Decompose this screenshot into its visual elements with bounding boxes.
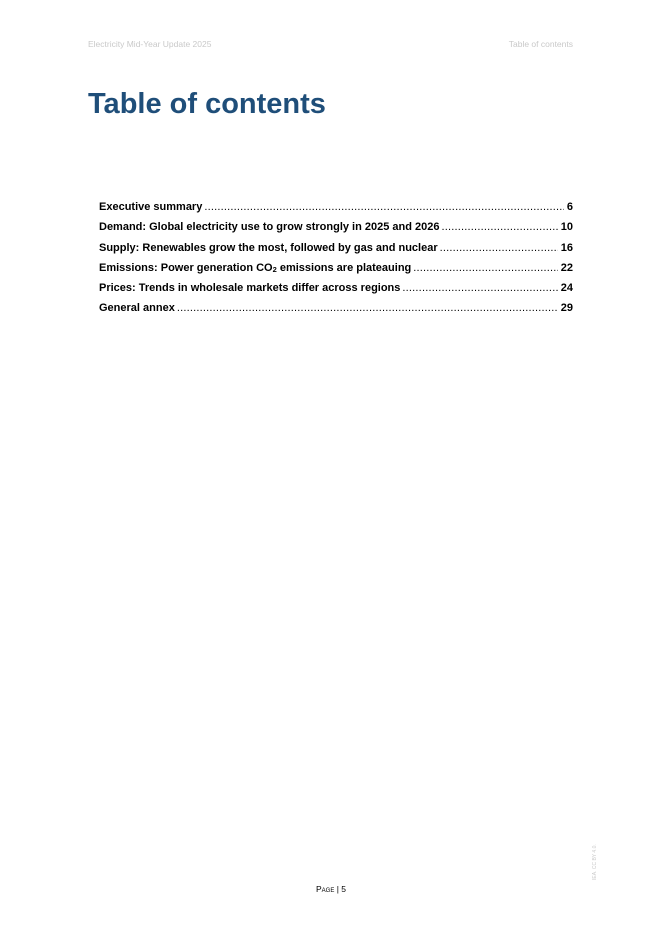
toc-entry-supply[interactable] — [99, 242, 573, 262]
running-header-document-title: Electricity Mid-Year Update 2025 — [88, 39, 212, 49]
toc-entry-page-number: 10 — [560, 221, 573, 234]
table-of-contents — [99, 201, 573, 323]
toc-entry-page-number: 22 — [560, 261, 573, 274]
toc-entry-title-part: emissions are plateauing — [276, 261, 412, 274]
toc-entry-page-number: 29 — [560, 302, 573, 315]
toc-dot-leader — [204, 201, 564, 213]
toc-entry-prices[interactable] — [99, 282, 573, 302]
footer-separator: | — [334, 884, 342, 894]
toc-dot-leader — [440, 242, 558, 254]
footer-page-word: Page — [315, 884, 335, 894]
toc-entry-title: Supply: Renewables grow the most, followed by gas and nuclear — [99, 241, 438, 254]
footer-page-number: 5 — [341, 884, 346, 894]
subscript-two: 2 — [272, 264, 277, 274]
toc-entry-page-number: 16 — [560, 241, 573, 254]
toc-entry-title: Prices: Trends in wholesale markets differ across regions — [99, 282, 401, 295]
toc-entry-page-number: 6 — [566, 201, 573, 213]
page-footer — [0, 884, 662, 894]
license-watermark: IEA. CC BY 4.0. — [592, 844, 598, 880]
toc-entry-demand[interactable] — [99, 221, 573, 241]
page-title: Table of contents — [88, 88, 326, 120]
toc-entry-title: Executive summary — [99, 201, 203, 213]
toc-entry-title: Demand: Global electricity use to grow strongly in 2025 and 2026 — [99, 221, 440, 234]
toc-dot-leader — [442, 221, 558, 233]
toc-entry-general-annex[interactable] — [99, 302, 573, 322]
toc-dot-leader — [413, 262, 557, 274]
toc-entry-title: General annex — [99, 302, 175, 315]
toc-entry-title — [99, 262, 411, 274]
toc-entry-page-number: 24 — [560, 282, 573, 295]
toc-entry-emissions[interactable] — [99, 262, 573, 282]
toc-dot-leader — [177, 302, 558, 314]
running-header-section-title: Table of contents — [508, 39, 573, 49]
toc-entry-title-part: Emissions: Power generation CO — [99, 261, 273, 274]
toc-entry-executive-summary[interactable] — [99, 201, 573, 221]
toc-dot-leader — [402, 282, 557, 294]
